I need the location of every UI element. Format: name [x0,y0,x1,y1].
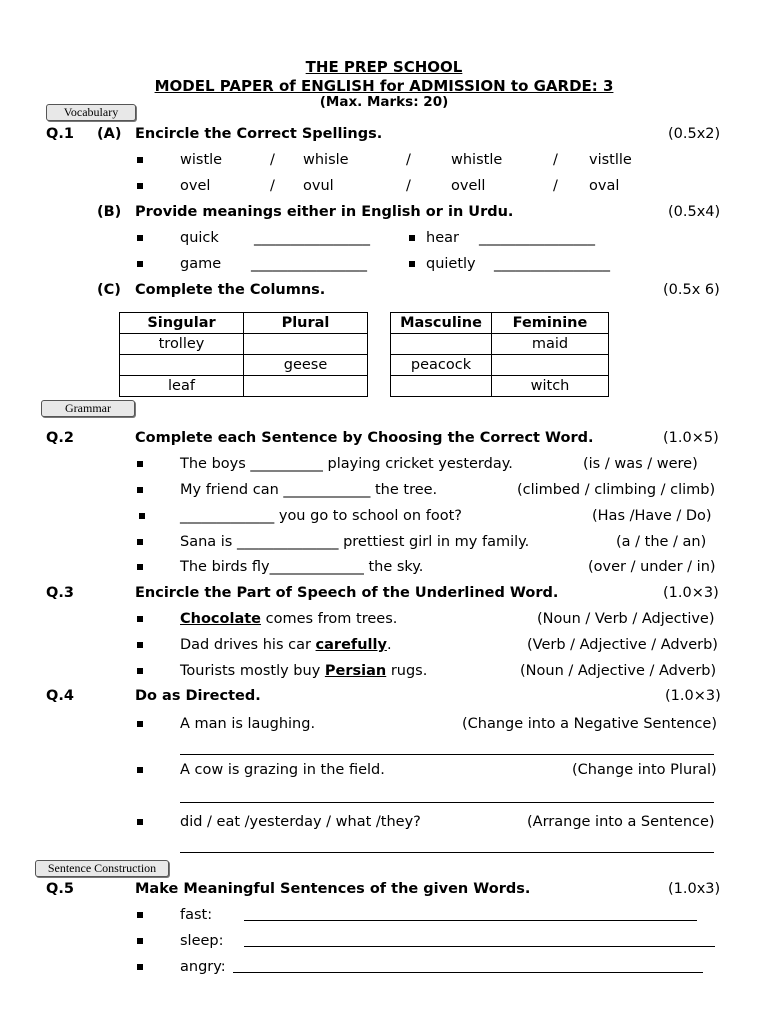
bullet-icon [137,912,143,918]
bullet-icon [137,183,143,189]
q5-title: Make Meaningful Sentences of the given Words. [135,881,531,897]
q2-sentence: My friend can ____________ the tree. [180,482,438,498]
answer-line[interactable] [180,852,714,853]
q3-options: (Noun / Adjective / Adverb) [520,663,717,679]
q3-sentence [180,637,392,653]
answer-line[interactable] [244,946,715,947]
table-cell[interactable] [391,376,492,397]
table-cell[interactable] [120,355,244,376]
slash: / [270,178,275,194]
bullet-icon [137,539,143,545]
bullet-icon [137,235,143,241]
bullet-icon [137,261,143,267]
q1c-marks: (0.5x 6) [663,282,720,298]
table-cell[interactable] [492,355,609,376]
spelling-option: ovell [451,178,486,194]
table-cell: witch [492,376,609,397]
sentence-text: rugs. [386,663,428,679]
q5-word: fast: [180,907,213,923]
q5-marks: (1.0x3) [668,881,721,897]
q1b-title: Provide meanings either in English or in Urdu. [135,204,514,220]
slash: / [406,178,411,194]
answer-blank[interactable]: ________________ [254,230,370,246]
section-tag-grammar: Grammar [41,400,135,417]
q1b-label: (B) [97,204,122,220]
q1a-title: Encircle the Correct Spellings. [135,126,383,142]
table-cell: peacock [391,355,492,376]
q3-options: (Verb / Adjective / Adverb) [527,637,718,653]
q2-sentence: _____________ you go to school on foot? [180,508,462,524]
q2-sentence: Sana is ______________ prettiest girl in my family. [180,534,530,550]
q1c-label: (C) [97,282,121,298]
sentence-text: Dad drives his car [180,637,316,653]
meaning-word: hear [426,230,459,246]
max-marks: (Max. Marks: 20) [319,94,449,110]
bullet-icon [137,487,143,493]
slash: / [270,152,275,168]
q2-options: (is / was / were) [583,456,698,472]
bullet-icon [137,157,143,163]
q2-sentence: The boys __________ playing cricket yesterday. [180,456,513,472]
spelling-option: wistle [180,152,223,168]
table-cell: geese [244,355,368,376]
q3-options: (Noun / Verb / Adjective) [537,611,715,627]
answer-blank[interactable]: ________________ [494,256,610,272]
q4-title: Do as Directed. [135,688,261,704]
table-cell: trolley [120,334,244,355]
school-title: THE PREP SCHOOL [305,58,463,76]
column-header: Plural [244,313,368,334]
q3-marks: (1.0×3) [663,585,719,601]
underlined-word: carefully [315,637,387,653]
q1a-label: (A) [97,126,122,142]
q4-number: Q.4 [46,688,74,704]
answer-line[interactable] [180,802,714,803]
column-header: Masculine [391,313,492,334]
column-header: Singular [120,313,244,334]
q5-number: Q.5 [46,881,74,897]
q2-options: (Has /Have / Do) [592,508,712,524]
table-cell[interactable] [391,334,492,355]
q2-sentence: The birds fly_____________ the sky. [180,559,424,575]
slash: / [553,178,558,194]
q3-sentence [180,663,427,679]
q3-title: Encircle the Part of Speech of the Underlined Word. [135,585,559,601]
sentence-text: comes from trees. [261,611,398,627]
bullet-icon [137,721,143,727]
spelling-option: ovul [303,178,334,194]
q4-sentence: A cow is grazing in the field. [180,762,385,778]
answer-line[interactable] [244,920,697,921]
meaning-word: game [180,256,222,272]
q4-marks: (1.0×3) [665,688,721,704]
answer-line[interactable] [233,972,703,973]
q4-instruction: (Arrange into a Sentence) [527,814,715,830]
q1c-title: Complete the Columns. [135,282,326,298]
spelling-option: whisle [303,152,349,168]
table-cell[interactable] [244,334,368,355]
q3-sentence [180,611,397,627]
bullet-icon [137,564,143,570]
bullet-icon [137,767,143,773]
answer-line[interactable] [180,754,714,755]
sentence-text: Tourists mostly buy [180,663,325,679]
sentence-text: . [386,637,392,653]
bullet-icon [137,616,143,622]
q2-number: Q.2 [46,430,74,446]
bullet-icon [139,513,145,519]
spelling-option: whistle [451,152,503,168]
slash: / [553,152,558,168]
table-cell: maid [492,334,609,355]
q1a-marks: (0.5x2) [668,126,721,142]
q5-word: sleep: [180,933,224,949]
table-cell: leaf [120,376,244,397]
section-tag-sentence-construction: Sentence Construction [35,860,169,877]
q1-number: Q.1 [46,126,74,142]
bullet-icon [137,819,143,825]
spelling-option: vistlle [589,152,632,168]
q1b-marks: (0.5x4) [668,204,721,220]
q2-options: (climbed / climbing / climb) [517,482,716,498]
bullet-icon [137,642,143,648]
q4-sentence: A man is laughing. [180,716,316,732]
q2-options: (over / under / in) [588,559,716,575]
q2-marks: (1.0×5) [663,430,719,446]
answer-blank[interactable]: ________________ [479,230,595,246]
slash: / [406,152,411,168]
q2-title: Complete each Sentence by Choosing the Correct Word. [135,430,594,446]
underlined-word: Persian [324,663,387,679]
bullet-icon [137,964,143,970]
bullet-icon [137,938,143,944]
bullet-icon [409,235,415,241]
underlined-word: Chocolate [180,611,262,627]
q4-instruction: (Change into Plural) [572,762,717,778]
paper-title: MODEL PAPER of ENGLISH for ADMISSION to GARDE: 3 [154,77,614,95]
meaning-word: quick [180,230,219,246]
bullet-icon [137,668,143,674]
answer-blank[interactable]: ________________ [251,256,367,272]
table-cell[interactable] [244,376,368,397]
spelling-option: oval [589,178,620,194]
column-header: Feminine [492,313,609,334]
spelling-option: ovel [180,178,211,194]
bullet-icon [409,261,415,267]
singular-plural-table [119,312,368,397]
q2-options: (a / the / an) [616,534,707,550]
q4-instruction: (Change into a Negative Sentence) [462,716,718,732]
q3-number: Q.3 [46,585,74,601]
q5-word: angry: [180,959,226,975]
meaning-word: quietly [426,256,476,272]
q4-sentence: did / eat /yesterday / what /they? [180,814,421,830]
bullet-icon [137,461,143,467]
masculine-feminine-table [390,312,609,397]
section-tag-vocabulary: Vocabulary [46,104,136,121]
